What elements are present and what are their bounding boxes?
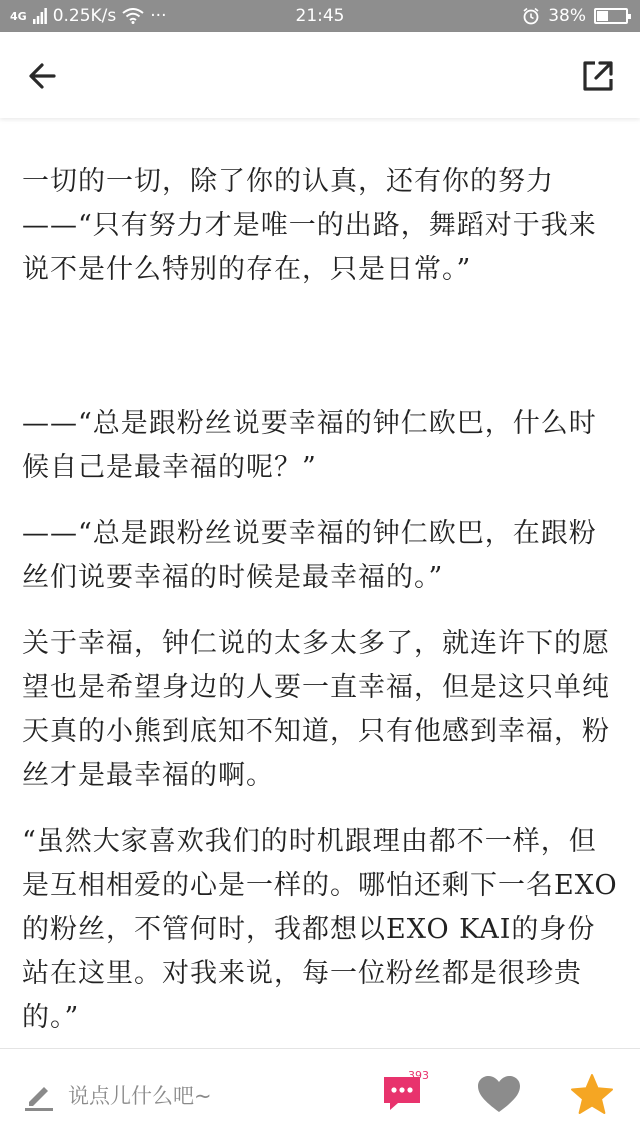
article-paragraph: 一切的一切，除了你的认真，还有你的努力 ——“只有努力才是唯一的出路，舞蹈对于我来说不是什么特别的存在，只是日常。” bbox=[22, 166, 597, 285]
wifi-icon bbox=[122, 8, 144, 24]
signal-bars-icon bbox=[33, 8, 47, 24]
status-left bbox=[10, 0, 167, 32]
favorite-button[interactable] bbox=[570, 1073, 614, 1117]
share-button[interactable] bbox=[576, 54, 620, 98]
article-paragraph: 关于幸福，钟仁说的太多太多了，就连许下的愿望也是希望身边的人要一直幸福，但是这只单纯天真的小熊到底知不知道，只有他感到幸福，粉丝才是最幸福的啊。 bbox=[22, 628, 610, 791]
battery-percent: 38% bbox=[548, 6, 586, 26]
article-paragraph: ——“总是跟粉丝说要幸福的钟仁欧巴，在跟粉丝们说要幸福的时候是最幸福的。” bbox=[22, 518, 597, 593]
like-button[interactable] bbox=[476, 1075, 522, 1115]
clock: 21:45 bbox=[295, 6, 345, 26]
network-speed: 0.25K/s bbox=[52, 6, 117, 26]
status-bar bbox=[0, 0, 640, 32]
article-content bbox=[22, 160, 618, 1062]
alarm-clock-icon bbox=[522, 7, 540, 25]
comment-input[interactable] bbox=[22, 1075, 212, 1115]
paragraph-spacer bbox=[22, 314, 618, 402]
battery-fill bbox=[597, 11, 608, 21]
status-right bbox=[522, 0, 628, 32]
star-icon bbox=[570, 1073, 614, 1117]
battery-icon bbox=[594, 8, 628, 24]
pencil-icon bbox=[22, 1078, 56, 1112]
comment-count-badge: 393 bbox=[408, 1069, 429, 1082]
heart-icon bbox=[476, 1075, 522, 1115]
bottom-bar bbox=[0, 1048, 640, 1138]
arrow-left-icon bbox=[22, 54, 66, 98]
back-button[interactable] bbox=[22, 54, 66, 98]
article-paragraph: ——“总是跟粉丝说要幸福的钟仁欧巴，什么时候自己是最幸福的呢？” bbox=[22, 408, 597, 483]
article-paragraph: “虽然大家喜欢我们的时机跟理由都不一样，但是互相相爱的心是一样的。哪怕还剩下一名EXO的粉丝，不管何时，我都想以EXO KAI的身份站在这里。对我来说，每一位粉丝都是很珍贵的。” bbox=[22, 826, 618, 1033]
more-dots: ··· bbox=[150, 6, 167, 26]
share-external-icon bbox=[576, 54, 620, 98]
signal-label: 4G bbox=[10, 9, 27, 23]
top-bar bbox=[0, 32, 640, 118]
comment-placeholder: 说点儿什么吧~ bbox=[68, 1084, 212, 1108]
